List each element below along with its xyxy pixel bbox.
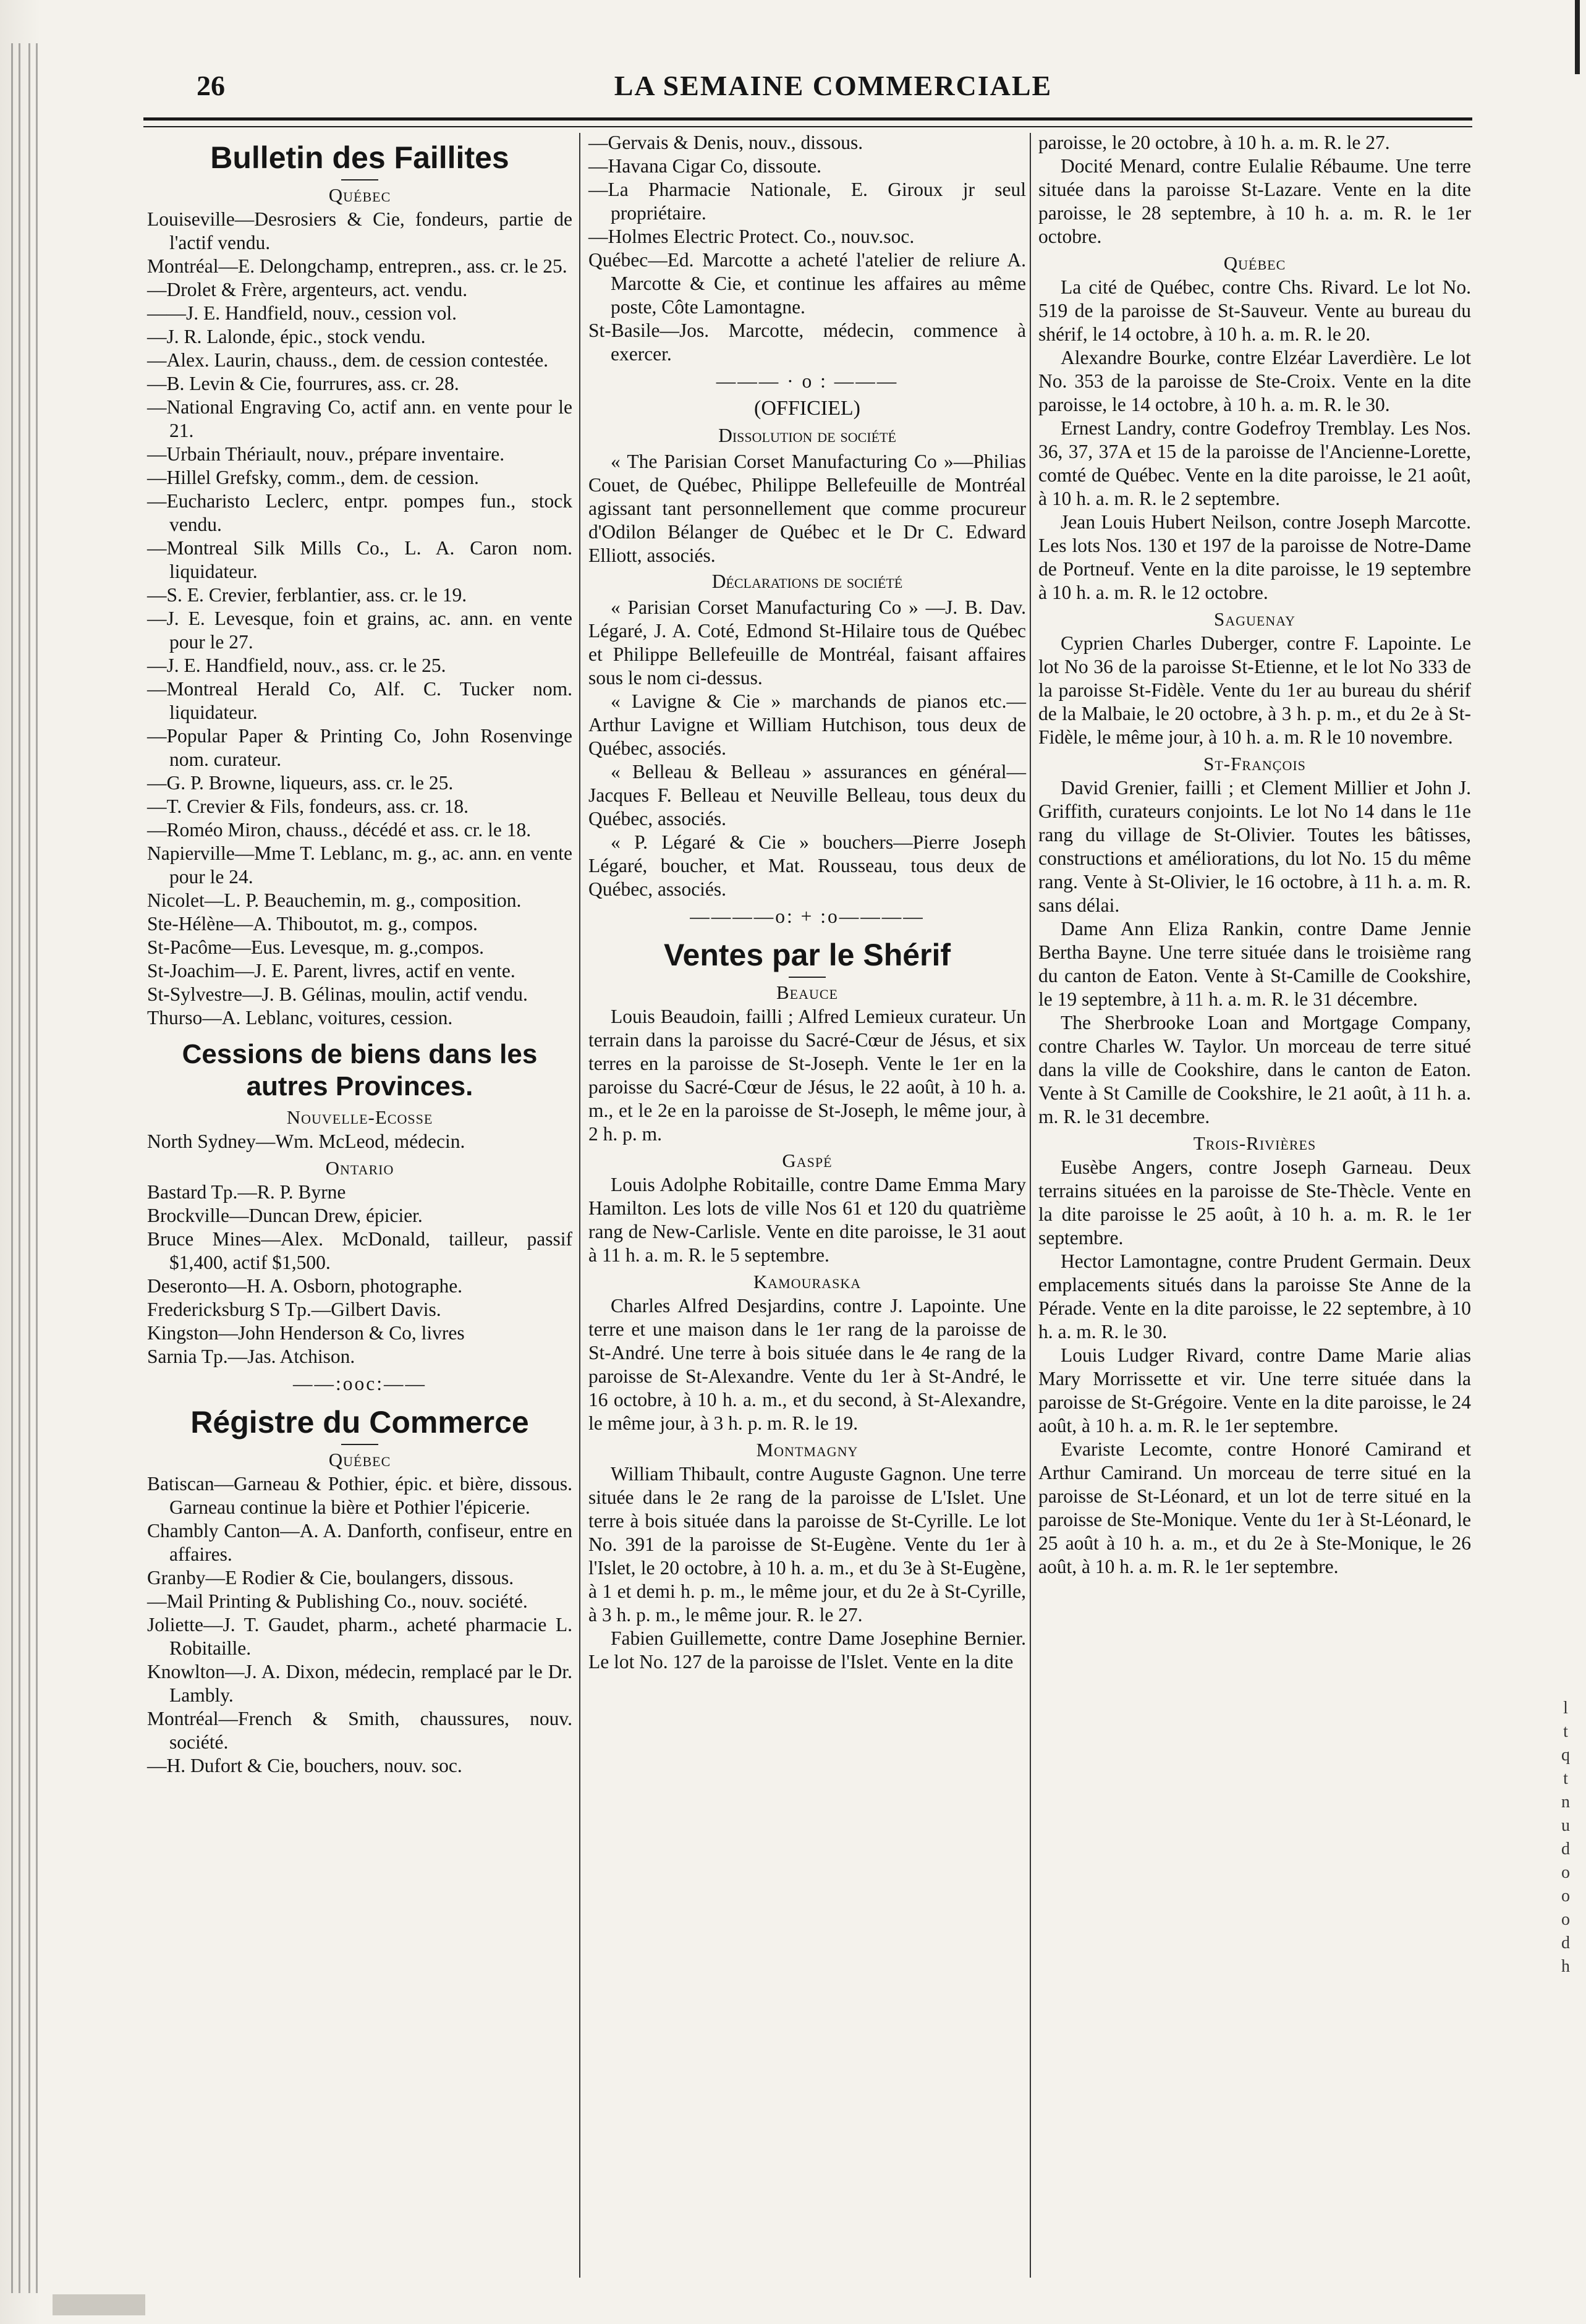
- next-page-edge-letters: [1556, 1697, 1575, 1978]
- column-1: [147, 131, 572, 1778]
- cession-entry: Bruce Mines—Alex. McDonald, tailleur, passif $1,400, actif $1,500.: [147, 1228, 572, 1273]
- edge-letter: l: [1563, 1698, 1568, 1718]
- faillite-entry: —Eucharisto Leclerc, entpr. pompes fun., stock vendu.: [147, 490, 572, 535]
- vente-entry: Charles Alfred Desjardins, contre J. Lapointe. Une terre et une maison dans le 1er rang de la paroisse de St-André. Une terre à bois située dans le 4e rang de la paroisse de St-Alexandre. Vente du 1er à St-André, le 16 octobre, à 10 h. a. m., et du second, à St-Alexandre, le même jour, à 3 h. p. m. R. le 19.: [588, 1295, 1026, 1434]
- region-label: Saguenay: [1214, 608, 1296, 630]
- declaration-entry: « Parisian Corset Manufacturing Co » —J. B. Dav. Légaré, J. A. Coté, Edmond St-Hilaire tous de Québec et Philippe Bellefeuille de Montréal, faisant affaires sous le nom ci-dessus.: [588, 596, 1026, 689]
- vente-entry: Evariste Lecomte, contre Honoré Camirand et Arthur Camirand. Un morceau de terre situé en la paroisse de St-Léonard, et un lot de terre situé en la paroisse de Ste-Monique. Vente du 1er à St-Léonard, le 25 août à 10 h. a. m., et du 2e à Ste-Monique, le 26 août, à 10 h. a. m. R. le 1er septembre.: [1038, 1438, 1471, 1577]
- column-2: [588, 131, 1026, 1674]
- region-label: Trois-Rivières: [1193, 1132, 1317, 1154]
- scan-artifact: [53, 2294, 145, 2315]
- edge-letter: n: [1561, 1792, 1570, 1812]
- title-rule: [341, 179, 378, 180]
- faillites-title: Bulletin des Faillites: [210, 140, 509, 175]
- cession-entry: Sarnia Tp.—Jas. Atchison.: [147, 1346, 355, 1367]
- scan-edge-mark: [1575, 0, 1580, 74]
- cession-entry: Deseronto—H. A. Osborn, photographe.: [147, 1275, 463, 1297]
- registre-entry: Batiscan—Garneau & Pothier, épic. et bière, dissous. Garneau continue la bière et Pothier l'épicerie.: [147, 1473, 572, 1518]
- faillite-entry: —J. E. Handfield, nouv., ass. cr. le 25.: [147, 655, 446, 676]
- section-divider: ——— · o : ———: [716, 370, 899, 392]
- nouvelle-ecosse-list: [147, 1130, 572, 1153]
- header-rule-thick: [143, 117, 1472, 121]
- vente-entry: The Sherbrooke Loan and Mortgage Company, contre Charles W. Taylor. Un morceau de terre situé dans la ville de Cookshire, dans le canton de Eaton. Vente à St Camille de Cookshire, le 21 août, à 11 h. a. m. R. le 31 decembre.: [1038, 1012, 1471, 1127]
- vente-entry: William Thibault, contre Auguste Gagnon. Une terre située dans le 2e rang de la paroisse de L'Islet. Une terre à bois située dans la paroisse de St-Cyrille. Le lot No. 391 de la paroisse de St-Eugène. Vente du 1er à l'Islet, le 20 octobre, à 10 h. a. m., et du 3e à St-Eugène, à 1 et demi h. p. m., le même jour, et du 2e à St-Cyrille, à 3 h. p. m., le même jour. R. le 27.: [588, 1463, 1026, 1626]
- vente-entry: Dame Ann Eliza Rankin, contre Dame Jennie Bertha Bayne. Une terre située dans le troisième rang du canton de Eaton. Vente à St-Camille de Cookshire, le 19 septembre, à 11 h. a. m. R. le 31 décembre.: [1038, 918, 1471, 1010]
- registre-entry: —La Pharmacie Nationale, E. Giroux jr seul propriétaire.: [588, 179, 1026, 224]
- trois-rivieres-list: [1038, 1156, 1471, 1579]
- header-rule-thin: [143, 126, 1472, 127]
- quebec-list: [1038, 276, 1471, 604]
- edge-letter: d: [1561, 1933, 1570, 1953]
- registre-entry: St-Basile—Jos. Marcotte, médecin, commence à exercer.: [588, 320, 1026, 365]
- montmagny-list: [588, 1462, 1026, 1674]
- region-label: Kamouraska: [753, 1271, 862, 1292]
- cession-entry: Bastard Tp.—R. P. Byrne: [147, 1181, 346, 1203]
- page-header: [197, 69, 1470, 106]
- scan-binding-lines: [0, 43, 62, 2293]
- faillite-entry: —J. R. Lalonde, épic., stock vendu.: [147, 326, 426, 347]
- region-label: Québec: [328, 1449, 391, 1470]
- region-label: Gaspé: [782, 1150, 833, 1171]
- vente-entry: Jean Louis Hubert Neilson, contre Joseph Marcotte. Les lots Nos. 130 et 197 de la paroisse de Notre-Dame de Portneuf. Vente en la dite paroisse, le 19 septembre à 10 h. a. m. R. le 12 octobre.: [1038, 511, 1471, 603]
- edge-letter: o: [1561, 1910, 1570, 1929]
- faillite-entry: —Montreal Herald Co, Alf. C. Tucker nom. liquidateur.: [147, 678, 572, 723]
- region-label: Québec: [1223, 252, 1286, 274]
- vente-entry: Cyprien Charles Duberger, contre F. Lapointe. Le lot No 36 de la paroisse St-Etienne, et le lot No 333 de la paroisse St-Fidèle. Vente du 1er au bureau du shérif de la Malbaie, le 20 octobre, à 3 h. p. m., et du 2e à St-Fidèle, le même jour, à 10 h. a. m. R le 10 novembre.: [1038, 632, 1471, 748]
- registre-entry: Montréal—French & Smith, chaussures, nouv. société.: [147, 1708, 572, 1753]
- registre-entry: Québec—Ed. Marcotte a acheté l'atelier de reliure A. Marcotte & Cie, et continue les affaires au même poste, Côte Lamontagne.: [588, 249, 1026, 318]
- vente-entry: Louis Ludger Rivard, contre Dame Marie alias Mary Morrissette et vir. Une terre située dans la paroisse de St-Grégoire. Vente en la dite paroisse, le 24 août, à 10 h. a. m. R. le 1er septembre.: [1038, 1344, 1471, 1436]
- faillite-entry: —Drolet & Frère, argenteurs, act. vendu.: [147, 279, 468, 300]
- faillite-entry: —Urbain Thériault, nouv., prépare inventaire.: [147, 443, 505, 465]
- faillite-entry: —T. Crevier & Fils, fondeurs, ass. cr. 18.: [147, 795, 469, 817]
- faillite-entry: St-Joachim—J. E. Parent, livres, actif en vente.: [147, 960, 515, 982]
- dissolution-text: « The Parisian Corset Manufacturing Co »—Philias Couet, de Québec, Philippe Bellefeuille de Montréal agissant tant personnellement que comme procureur d'Odilon Bélanger de Québec et le Dr C. Edward Elliott, associés.: [588, 451, 1026, 566]
- registre-entry: —Mail Printing & Publishing Co., nouv. société.: [147, 1590, 528, 1612]
- faillite-entry: Thurso—A. Leblanc, voitures, cession.: [147, 1007, 453, 1028]
- faillite-entry: —Alex. Laurin, chauss., dem. de cession contestée.: [147, 349, 549, 371]
- officiel-label: (OFFICIEL): [754, 397, 860, 420]
- ontario-list: [147, 1181, 572, 1368]
- registre-entry: Joliette—J. T. Gaudet, pharm., acheté pharmacie L. Robitaille.: [147, 1614, 572, 1659]
- faillite-entry: —B. Levin & Cie, fourrures, ass. cr. 28.: [147, 373, 459, 394]
- dissolution-label: Dissolution de société: [718, 425, 896, 446]
- declaration-entry: « Lavigne & Cie » marchands de pianos etc.—Arthur Lavigne et William Hutchison, tous deux de Québec, associés.: [588, 690, 1026, 759]
- column-divider: [1030, 133, 1031, 2278]
- faillite-entry: Louiseville—Desrosiers & Cie, fondeurs, partie de l'actif vendu.: [147, 208, 572, 253]
- column-3: [1038, 131, 1471, 1579]
- faillite-entry: Nicolet—L. P. Beauchemin, m. g., composition.: [147, 889, 522, 911]
- registre-title: Régistre du Commerce: [190, 1405, 529, 1440]
- registre-entry: —H. Dufort & Cie, bouchers, nouv. soc.: [147, 1755, 462, 1776]
- edge-letter: t: [1563, 1722, 1568, 1741]
- declarations-list: [588, 596, 1026, 901]
- st-francois-list: [1038, 776, 1471, 1129]
- faillite-entry: Ste-Hélène—A. Thiboutot, m. g., compos.: [147, 913, 478, 935]
- registre-entry: Knowlton—J. A. Dixon, médecin, remplacé par le Dr. Lambly.: [147, 1661, 572, 1706]
- page-number: 26: [197, 70, 225, 101]
- edge-letter: o: [1561, 1886, 1570, 1906]
- faillite-entry: —G. P. Browne, liqueurs, ass. cr. le 25.: [147, 772, 454, 794]
- vente-entry: Hector Lamontagne, contre Prudent Germain. Deux emplacements situés dans la paroisse Ste Anne de la Pérade. Vente en la dite paroisse, le 22 septembre, à 10 h. a. m. R. le 30.: [1038, 1250, 1471, 1342]
- vente-entry: Ernest Landry, contre Godefroy Tremblay. Les Nos. 36, 37, 37A et 15 de la paroisse de l'Ancienne-Lorette, comté de Québec. Vente en la dite paroisse, le 21 août, à 10 h. a. m. R. le 2 septembre.: [1038, 417, 1471, 509]
- cession-entry: Kingston—John Henderson & Co, livres: [147, 1322, 465, 1344]
- region-label: Ontario: [325, 1157, 394, 1179]
- faillite-entry: —Popular Paper & Printing Co, John Rosenvinge nom. curateur.: [147, 725, 572, 770]
- edge-letter: t: [1563, 1769, 1568, 1788]
- section-divider: ————o: + :o————: [690, 905, 925, 927]
- registre-entry: —Gervais & Denis, nouv., dissous.: [588, 132, 863, 153]
- vente-entry: Alexandre Bourke, contre Elzéar Laverdière. Le lot No. 353 de la paroisse de Ste-Croix. Vente en la dite paroisse, le 14 octobre, à 10 h. a. m. R. le 30.: [1038, 347, 1471, 415]
- vente-continuation: paroisse, le 20 octobre, à 10 h. a. m. R. le 27.: [1038, 132, 1390, 153]
- region-label: Québec: [328, 184, 391, 206]
- declaration-entry: « P. Légaré & Cie » bouchers—Pierre Joseph Légaré, boucher, et Mat. Rousseau, tous deux de Québec, associés.: [588, 831, 1026, 900]
- edge-letter: d: [1561, 1839, 1570, 1859]
- edge-letter: q: [1561, 1745, 1570, 1765]
- title-rule: [341, 1444, 378, 1445]
- column-divider: [579, 133, 580, 2278]
- faillite-entry: —Roméo Miron, chauss., décédé et ass. cr. le 18.: [147, 819, 532, 841]
- registre-cont-list: [588, 131, 1026, 366]
- vente-entry: Docité Menard, contre Eulalie Rébaume. Une terre située dans la paroisse St-Lazare. Vente en la dite paroisse, le 28 septembre, à 10 h. a. m. R. le 1er octobre.: [1038, 155, 1471, 247]
- section-divider: ——:ooc:——: [293, 1373, 426, 1394]
- registre-entry: —Havana Cigar Co, dissoute.: [588, 155, 822, 177]
- faillite-entry: Napierville—Mme T. Leblanc, m. g., ac. ann. en vente pour le 24.: [147, 842, 572, 888]
- region-label: Nouvelle-Ecosse: [286, 1106, 433, 1128]
- journal-title: LA SEMAINE COMMERCIALE: [614, 70, 1053, 101]
- declaration-entry: « Belleau & Belleau » assurances en général—Jacques F. Belleau et Neuville Belleau, tous deux du Québec, associés.: [588, 761, 1026, 829]
- vente-entry: Eusèbe Angers, contre Joseph Garneau. Deux terrains situées en la paroisse de Ste-Thècle. Vente en la dite paroisse le 25 août, à 10 h. a. m. R. le 1er septembre.: [1038, 1156, 1471, 1249]
- title-rule: [789, 977, 826, 978]
- faillite-entry: St-Pacôme—Eus. Levesque, m. g.,compos.: [147, 936, 485, 958]
- faillite-entry: —S. E. Crevier, ferblantier, ass. cr. le 19.: [147, 584, 467, 606]
- faillite-entry: St-Sylvestre—J. B. Gélinas, moulin, actif vendu.: [147, 983, 528, 1005]
- vente-entry: Louis Adolphe Robitaille, contre Dame Emma Mary Hamilton. Les lots de ville Nos 61 et 120 du quatrième rang de New-Carlisle. Vente en dite paroisse, le 31 aout à 11 h. a. m. R. le 5 septembre.: [588, 1174, 1026, 1266]
- vente-entry: Louis Beaudoin, failli ; Alfred Lemieux curateur. Un terrain dans la paroisse du Sacré-Cœur de Jésus, et six terres en la paroisse de St-Joseph. Vente le 1er en la paroisse du Sacré-Cœur de Jésus, le 22 août, à 10 h. a. m., et le 2e en la paroisse de St-Joseph, le même jour, à 2 h. p. m.: [588, 1006, 1026, 1145]
- vente-entry: David Grenier, failli ; et Clement Millier et John J. Griffith, curateurs conjoints. Le lot No 14 dans le 11e rang du village de St-Olivier. Toutes les bâtisses, constructions et améliorations, du lot No. 15 du même rang. Vente à St-Olivier, le 16 octobre, à 11 h. a. m. R. sans délai.: [1038, 777, 1471, 916]
- ventes-title: Ventes par le Shérif: [663, 938, 951, 972]
- region-label: Beauce: [776, 982, 838, 1003]
- registre-list: [147, 1472, 572, 1778]
- faillite-entry: —National Engraving Co, actif ann. en vente pour le 21.: [147, 396, 572, 441]
- cessions-title: Cessions de biens dans les autres Provinces.: [182, 1039, 538, 1101]
- registre-entry: Chambly Canton—A. A. Danforth, confiseur, entre en affaires.: [147, 1520, 572, 1565]
- faillite-entry: —Montreal Silk Mills Co., L. A. Caron nom. liquidateur.: [147, 537, 572, 582]
- cession-entry: Fredericksburg S Tp.—Gilbert Davis.: [147, 1299, 441, 1320]
- faillite-entry: Montréal—E. Delongchamp, entrepren., ass. cr. le 25.: [147, 255, 567, 277]
- faillite-entry: —J. E. Levesque, foin et grains, ac. ann. en vente pour le 27.: [147, 608, 572, 653]
- region-label: St-François: [1203, 753, 1306, 774]
- registre-entry: Granby—E Rodier & Cie, boulangers, dissous.: [147, 1567, 514, 1588]
- declarations-label: Déclarations de société: [711, 570, 903, 592]
- cession-entry: North Sydney—Wm. McLeod, médecin.: [147, 1130, 465, 1152]
- faillite-entry: ——J. E. Handfield, nouv., cession vol.: [147, 302, 457, 324]
- edge-letter: u: [1561, 1816, 1570, 1835]
- region-label: Montmagny: [756, 1439, 859, 1461]
- vente-entry: Fabien Guillemette, contre Dame Josephine Bernier. Le lot No. 127 de la paroisse de l'Islet. Vente en la dite: [588, 1627, 1026, 1673]
- cession-entry: Brockville—Duncan Drew, épicier.: [147, 1205, 423, 1226]
- registre-entry: —Holmes Electric Protect. Co., nouv.soc.: [588, 226, 915, 247]
- vente-entry: La cité de Québec, contre Chs. Rivard. Le lot No. 519 de la paroisse de St-Sauveur. Vente au bureau du shérif, le 14 octobre, à 10 h. a. m. R. le 20.: [1038, 276, 1471, 345]
- edge-letter: h: [1561, 1957, 1570, 1976]
- faillites-list: [147, 208, 572, 1030]
- faillite-entry: —Hillel Grefsky, comm., dem. de cession.: [147, 467, 479, 488]
- edge-letter: o: [1561, 1863, 1570, 1882]
